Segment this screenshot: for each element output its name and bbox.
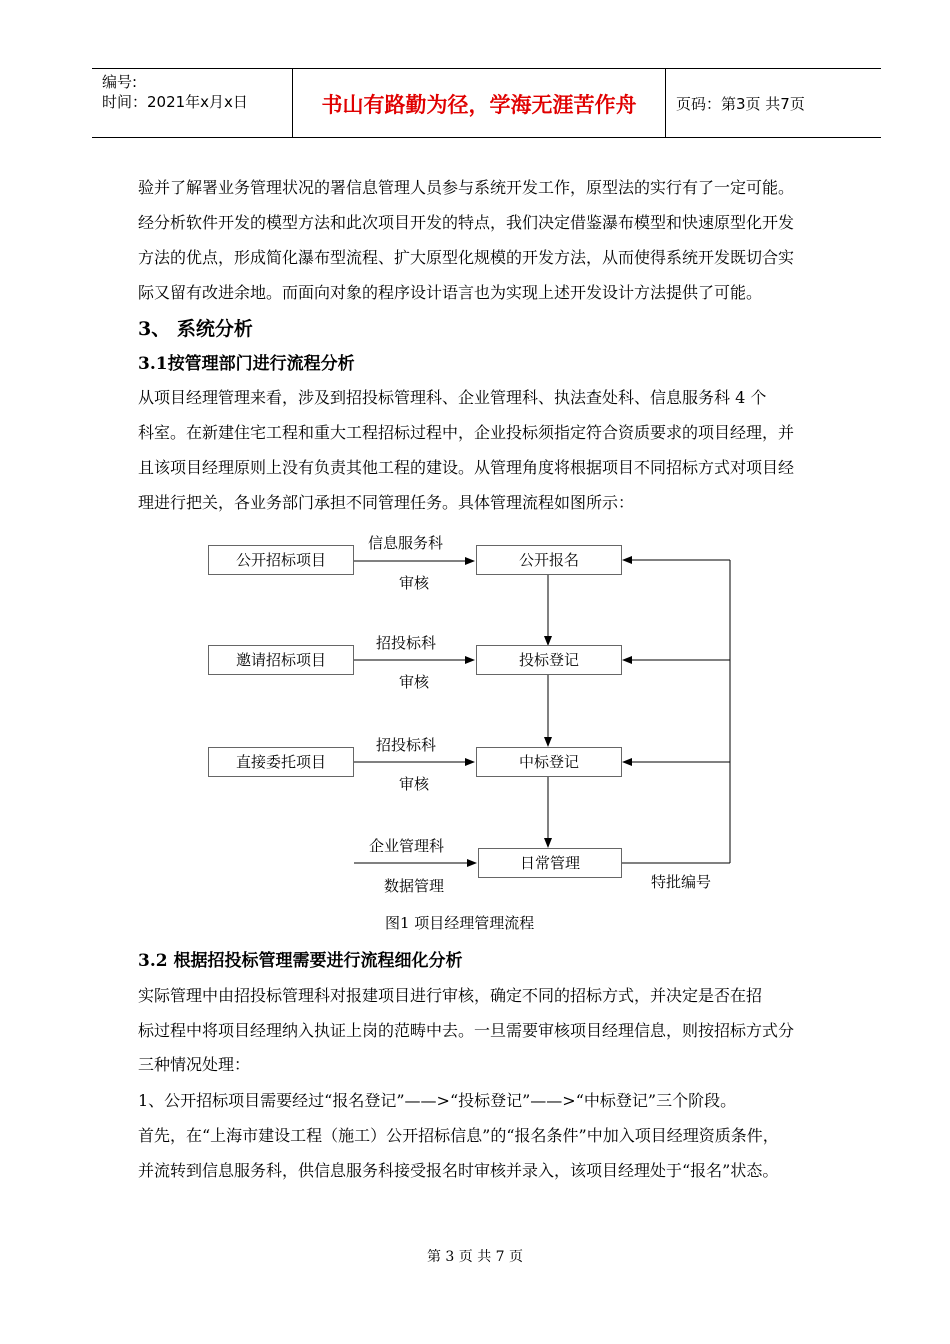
label-bidding-dept: 招投标科: [376, 634, 437, 652]
paragraph-line: 标过程中将项目经理纳入执证上岗的范畴中去。一旦需要审核项目经理信息，则按招标方式分: [138, 1021, 795, 1040]
label-info-service-dept: 信息服务科: [368, 534, 444, 552]
paragraph-line: 经分析软件开发的模型方法和此次项目开发的特点，我们决定借鉴瀑布模型和快速原型化开发: [138, 213, 795, 232]
box-direct-entrust-project: 直接委托项目: [208, 747, 354, 777]
paragraph-line: 首先，在“上海市建设工程（施工）公开招标信息”的“报名条件”中加入项目经理资质条件，: [138, 1126, 779, 1145]
label-special-approval-number: 特批编号: [651, 873, 712, 891]
paragraph-line: 理进行把关，各业务部门承担不同管理任务。具体管理流程如图所示：: [138, 493, 635, 512]
paragraph-line: 验并了解署业务管理状况的署信息管理人员参与系统开发工作，原型法的实行有了一定可能。: [138, 178, 795, 197]
paragraph-line: 科室。在新建住宅工程和重大工程招标过程中，企业投标须指定符合资质要求的项目经理，并: [138, 423, 795, 442]
subsection-heading: 3.1按管理部门进行流程分析: [138, 354, 355, 374]
box-invited-tender-project: 邀请招标项目: [208, 645, 354, 675]
box-award-registration: 中标登记: [476, 747, 622, 777]
header-page-info: 页码：第3页 共7页: [676, 95, 805, 113]
label-enterprise-mgmt-dept: 企业管理科: [369, 837, 445, 855]
box-daily-management: 日常管理: [478, 848, 622, 878]
paragraph-line: 1、公开招标项目需要经过“报名登记”——>“投标登记”——>“中标登记”三个阶段。: [138, 1091, 737, 1110]
section-heading: 3、 系统分析: [138, 318, 253, 340]
paragraph-line: 从项目经理管理来看，涉及到招投标管理科、企业管理科、执法查处科、信息服务科 4 个: [138, 388, 767, 407]
label-review: 审核: [399, 673, 430, 691]
page-header: [92, 68, 881, 138]
label-review: 审核: [399, 775, 430, 793]
header-meta-cell: [92, 69, 293, 137]
paragraph-line: 实际管理中由招投标管理科对报建项目进行审核，确定不同的招标方式，并决定是否在招: [138, 986, 763, 1005]
label-bidding-dept: 招投标科: [376, 736, 437, 754]
box-bid-registration: 投标登记: [476, 645, 622, 675]
label-data-management: 数据管理: [384, 877, 445, 895]
document-time-label: 时间：2021年x月x日: [102, 93, 248, 111]
paragraph-line: 方法的优点，形成简化瀑布型流程、扩大原型化规模的开发方法，从而使得系统开发既切合实: [138, 248, 795, 267]
paragraph-line: 三种情况处理：: [138, 1055, 251, 1074]
label-review: 审核: [399, 574, 430, 592]
figure-caption: 图1 项目经理管理流程: [385, 914, 535, 932]
document-number-label: 编号:: [102, 73, 138, 91]
box-open-tender-project: 公开招标项目: [208, 545, 354, 575]
subsection-heading: 3.2 根据招投标管理需要进行流程细化分析: [138, 951, 463, 971]
header-motto-cell: [293, 69, 666, 137]
page-footer: 第 3 页 共 7 页: [426, 1249, 524, 1265]
paragraph-line: 并流转到信息服务科，供信息服务科接受报名时审核并录入，该项目经理处于“报名”状态。: [138, 1161, 779, 1180]
header-motto: 书山有路勤为径，学海无涯苦作舟: [321, 93, 637, 117]
paragraph-line: 且该项目经理原则上没有负责其他工程的建设。从管理角度将根据项目不同招标方式对项目经: [138, 458, 795, 477]
box-public-registration: 公开报名: [476, 545, 622, 575]
header-page-cell: [666, 69, 881, 137]
paragraph-line: 际又留有改进余地。而面向对象的程序设计语言也为实现上述开发设计方法提供了可能。: [138, 283, 763, 302]
